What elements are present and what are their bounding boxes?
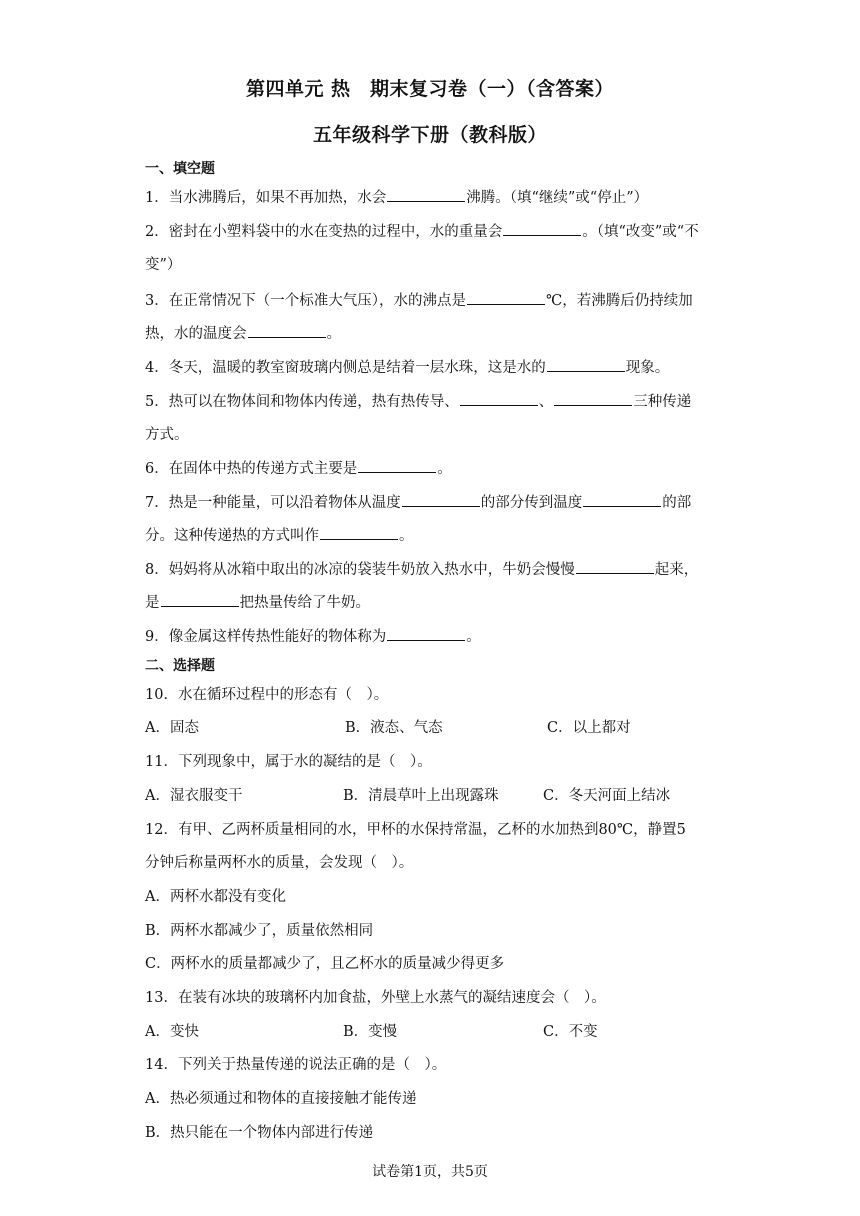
section-heading-fill: 一、填空题 bbox=[145, 161, 215, 177]
question-13: 13．在装有冰块的玻璃杯内加食盐，外壁上水蒸气的凝结速度会（ ）。 bbox=[145, 990, 606, 1006]
answer-blank bbox=[248, 336, 326, 338]
section-heading-choice: 二、选择题 bbox=[145, 658, 215, 674]
option-a: A．固态 bbox=[145, 720, 199, 736]
answer-blank bbox=[503, 234, 581, 236]
page-footer: 试卷第1页，共5页 bbox=[372, 1164, 488, 1180]
option-c: C．以上都对 bbox=[547, 720, 631, 736]
answer-blank bbox=[161, 605, 239, 607]
option-c: C．两杯水的质量都减少了，且乙杯水的质量减少得更多 bbox=[145, 956, 505, 972]
question-3: 3．在正常情况下（一个标准大气压），水的沸点是 ℃，若沸腾后仍持续加 bbox=[145, 293, 693, 309]
question-3-cont: 热，水的温度会 。 bbox=[145, 326, 341, 342]
option-a: A．热必须通过和物体的直接接触才能传递 bbox=[145, 1091, 417, 1107]
option-b: B．两杯水都减少了，质量依然相同 bbox=[145, 923, 374, 939]
answer-blank bbox=[402, 505, 480, 507]
answer-blank bbox=[467, 303, 545, 305]
answer-blank bbox=[320, 538, 398, 540]
answer-blank bbox=[387, 200, 465, 202]
question-14: 14．下列关于热量传递的说法正确的是（ ）。 bbox=[145, 1057, 447, 1073]
question-11: 11．下列现象中，属于水的凝结的是（ ）。 bbox=[145, 754, 432, 770]
option-b: B．清晨草叶上出现露珠 bbox=[343, 788, 499, 804]
answer-blank bbox=[554, 404, 632, 406]
question-12-cont: 分钟后称量两杯水的质量，会发现（ ）。 bbox=[145, 855, 414, 871]
question-8-cont: 是 把热量传给了牛奶。 bbox=[145, 595, 370, 611]
question-2-cont: 变”） bbox=[145, 257, 182, 273]
question-4: 4．冬天，温暖的教室窗玻璃内侧总是结着一层水珠，这是水的 现象。 bbox=[145, 360, 670, 376]
option-c: C．不变 bbox=[543, 1024, 598, 1040]
option-a: A．两杯水都没有变化 bbox=[145, 889, 286, 905]
question-7-cont: 分。这种传递热的方式叫作 。 bbox=[145, 528, 414, 544]
answer-blank bbox=[583, 505, 661, 507]
question-2: 2．密封在小塑料袋中的水在变热的过程中，水的重量会 。（填“改变”或“不 bbox=[145, 224, 699, 240]
question-5: 5．热可以在物体间和物体内传递，热有热传导、 、 三种传递 bbox=[145, 394, 692, 410]
question-10: 10．水在循环过程中的形态有（ ）。 bbox=[145, 687, 389, 703]
page-subtitle: 五年级科学下册（教科版） bbox=[312, 124, 547, 146]
page-title: 第四单元 热 期末复习卷（一）（含答案） bbox=[245, 78, 615, 100]
answer-blank bbox=[576, 572, 654, 574]
option-a: A．湿衣服变干 bbox=[145, 788, 243, 804]
question-1: 1．当水沸腾后，如果不再加热，水会 沸腾。（填“继续”或“停止”） bbox=[145, 190, 649, 206]
option-a: A．变快 bbox=[145, 1024, 199, 1040]
option-b: B．液态、气态 bbox=[345, 720, 443, 736]
answer-blank bbox=[460, 404, 538, 406]
question-12: 12．有甲、乙两杯质量相同的水，甲杯的水保持常温，乙杯的水加热到80℃，静置5 bbox=[145, 822, 686, 838]
answer-blank bbox=[387, 639, 465, 641]
question-6: 6．在固体中热的传递方式主要是 。 bbox=[145, 461, 452, 477]
option-b: B．热只能在一个物体内部进行传递 bbox=[145, 1125, 374, 1141]
question-5-cont: 方式。 bbox=[145, 427, 189, 443]
answer-blank bbox=[547, 370, 625, 372]
question-9: 9．像金属这样传热性能好的物体称为 。 bbox=[145, 629, 481, 645]
option-b: B．变慢 bbox=[343, 1024, 398, 1040]
answer-blank bbox=[358, 471, 436, 473]
option-c: C．冬天河面上结冰 bbox=[543, 788, 671, 804]
question-8: 8．妈妈将从冰箱中取出的冰凉的袋装牛奶放入热水中，牛奶会慢慢 起来， bbox=[145, 562, 699, 578]
question-7: 7．热是一种能量，可以沿着物体从温度 的部分传到温度 的部 bbox=[145, 495, 692, 511]
